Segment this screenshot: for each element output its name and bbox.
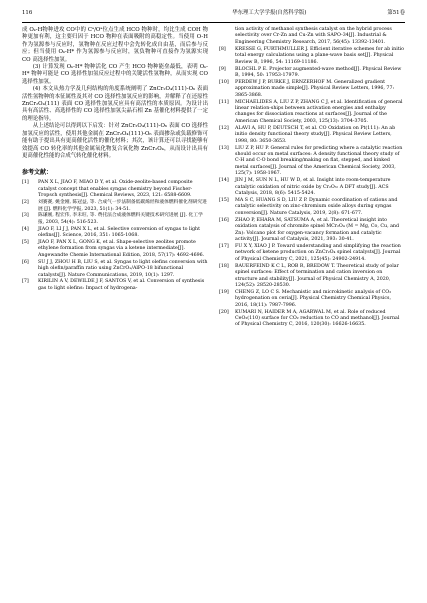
reference-item xyxy=(22,180,208,199)
reference-number: [10] xyxy=(219,79,229,85)
reference-number: [9] xyxy=(219,66,226,72)
reference-item xyxy=(219,47,405,66)
reference-text: 刘赛赛, 姚金刚, 陈冠益, 等. 合成气一步法制备低碳烯烃和液体燃料催化剂研究进展 [J]. 燃料化学学报, 2023, 51(1): 34-51. xyxy=(38,200,207,212)
reference-number: [19] xyxy=(219,289,229,295)
journal-title: 华东理工大学学报(自然科学版) 第51卷 xyxy=(232,10,405,16)
conclusion-paragraph: (4) 本文从热力学及几何结构的角度系统阐明了 ZnCr₂O₄(111)-O₆ 表面活性氢物种的本征属性及其对 CO 选择性加氢反应的影响，并解释了在还原性 ZnCr₂O₄(111) 表面 CO 选择性加氢反应具有高活性的本质原因。为设计出具有高活性、高选择性的 CO 选择性加氢尖晶石相 Zn 基催化材料提供了一定的理论指导。 xyxy=(22,86,208,122)
reference-text: PERDEW J P, BURKE J, ERNZERHOF M. Generalized gradient approximation made simple[J]. Physical Review Letters, 1996, 77: 3865-3868. xyxy=(235,79,395,98)
reference-item xyxy=(22,227,208,240)
reference-number: [3] xyxy=(22,213,29,219)
reference-item xyxy=(219,310,405,329)
reference-number: [12] xyxy=(219,125,229,131)
reference-number: [8] xyxy=(219,46,226,52)
reference-text: 陈谦刚, 程宏伟, 李未旺, 等. 费托法合成液体燃料关键技术研究进展 [J]. 化工学报, 2003, 54(4): 516-523. xyxy=(38,213,203,225)
conclusion-paragraph: 成 Oₖ-H物种进攻 CO中的 Cᵃ/Oᵃ位点生成 HCO 物种时，均比生成 COH 物种更加有利，这主要归因于 HCO 物种在表面吸附的高稳定性。当使用 O-H 作为氢源参与反应时，氢物种在反应过程中会先转化成自由基，而后参与反应；但当使用 Oₖ-H* 作为氢源参与反应时，氢负物种可直接作为氢源实现 CO 高选择性加氢。 xyxy=(22,27,208,63)
reference-text: KUMARI N, HAIDER M A, AGARWAL M, et al. Role of reduced CeO₂(110) surface for CO₂ reduction to CO and methanol[J]. Journal of Physical Chemistry C, 2016, 120(30): 16626-16635. xyxy=(235,309,400,328)
reference-text: ALAVI A, HU P, DEUTSCH T, et al. CO Oxidation on Pt(111): An ab initio density functional theory study[J]. Physical Review Letters, 1998, 80: 3650-3653. xyxy=(235,125,396,144)
page-header xyxy=(22,7,405,19)
reference-item xyxy=(219,218,405,244)
reference-item xyxy=(219,146,405,178)
reference-number: [7] xyxy=(22,279,29,285)
reference-text: FU X Y, XIAO J P. Toward understanding and simplifying the reaction network of ketene production on ZnCr₂O₄ spinel catalysts[J]. Journal of Physical Chemistry C, 2021, 125(45): 24902-24914. xyxy=(235,243,401,262)
reference-item xyxy=(22,200,208,213)
reference-text: SU J J, ZHOU H B, LIU S, et al. Syngas to light olefins conversion with high olefin/paraffin ratio using ZnCrOₓ/AlPO-18 bifunctional catalysts[J]. Nature Communications, 2019, 10(1): 1297. xyxy=(38,259,208,278)
reference-number: [20] xyxy=(219,309,229,315)
reference-item xyxy=(22,260,208,279)
reference-text: JIN J M, SUN N L, HU W D, et al. Insight into room-temperature catalytic oxidation of nitric oxide by Cr₂O₃: A DFT study[J]. ACS Catalysis, 2018, 8(6): 5415-5424. xyxy=(235,178,391,197)
reference-item-continued xyxy=(219,27,405,46)
reference-text: PAN X L, JIAO F, MIAO D Y, et al. Oxide-zeolite-based composite catalyst concept that enables syngas chemistry beyond Fischer-Tropsch synthesis[J]. Chemical Reviews, 2023, 121: 6588-6609. xyxy=(38,180,193,199)
reference-item xyxy=(22,279,208,292)
references-heading: 参考文献： xyxy=(22,169,53,177)
reference-number: [16] xyxy=(219,217,229,223)
reference-item xyxy=(219,198,405,217)
outlook-paragraph: 从上述结论可以得到以下启发：针对 ZnCr₂O₄(111)-O₆ 表面 CO 选择性加氢反应的活性，使用其他金属在 ZnCr₂O₄(111)-O₆ 表面掺杂或负载修饰可能有助于提出具有更高催化活性的催化材料；其次，该计算还可以寻找能够有效提高 CO 转化率的其他金属氧化物复合氧化物 ZnCr₂O₄，从而设计出具有更高催化性能的合成气转化催化材料。 xyxy=(22,123,208,159)
reference-text: JIAO F, PAN X L, GONG K, et al. Shape-selective zeolites promote ethylene formation from syngas via a ketene intermediate[J]. Angewandte Chemie International Edition, 2018, 57(17): 4692-4696. xyxy=(38,239,205,258)
reference-text: MICHAELIDES A, LIU Z P, ZHANG C J, et al. Identification of general linear relation-ships between activation energies and enthalpy changes for dissociation reactions at surfaces[J]. Journal of the American Chemical Society, 2003, 125(13): 3704-3705. xyxy=(235,99,403,124)
reference-text: KIRILIN A V, DEWILDE J F, SANTOS V, et al. Conversion of synthesis gas to light olefins: Impact of hydrogena- xyxy=(38,279,205,291)
reference-text: BAUERFEIND K C L, ROB R, BREDOW T. Theoretical study of polar spinel surfaces: Effect of termination and cation inversion on structure and stability[J]. Journal of Physical Chemistry A, 2020, 124(52): 28520-28530. xyxy=(235,263,399,288)
reference-text: CHENG Z, LO C S. Mechanistic and microkinetic analysis of CO₂ hydrogenation on ceria[J]. Physical Chemistry Chemical Physics, 2016, 18(11): 7987-7996. xyxy=(235,289,392,308)
reference-number: [5] xyxy=(22,239,29,245)
right-column xyxy=(219,27,405,329)
reference-text: tion activity of methanol synthesis catalyst on the hybrid process selectivity over Cr-Zn and Cu-Zn with SAPO-34[J]. Industrial & Engineering Chemistry Research, 2017, 56(45): 13392-13401. xyxy=(235,27,392,45)
reference-text: JIAO F, LI J J, PAN X L, et al. Selective conversion of syngas to light olefins[J]. Science, 2016, 351: 1065-1068. xyxy=(38,226,200,239)
reference-number: [18] xyxy=(219,263,229,269)
reference-text: MA S C, HUANG S D, LIU Z P. Dynamic coordination of cations and catalytic selectivity on zinc-chromium oxide alloys during syngas conversion[J]. Nature Catalysis, 2019, 2(8): 671-677. xyxy=(235,197,398,216)
reference-number: [11] xyxy=(219,99,229,105)
reference-text: LIU Z P, HU P. General rules for predicting where a catalytic reaction should occur on metal surfaces: A density functional theory study of C-H and C-O bond breaking/making on flat, stepped, and kinked metal surfaces[J]. Journal of the American Chemical Society, 2003, 125(7): 1958-1967. xyxy=(235,145,403,177)
reference-number: [6] xyxy=(22,259,29,265)
reference-item xyxy=(219,80,405,99)
reference-text: KRESSE G, FURTHMULLER J. Efficient iterative schemes for ab initio total energy calculations using a plane-wave basis set[J]. Physical Review B, 1996, 54: 11169-11186. xyxy=(235,46,405,65)
reference-item xyxy=(219,178,405,197)
conclusion-paragraph: (3) 计算发现 Oₖ-H* 物种活化 CO 产生 HCO 物种能垒最低，表明 Oₖ-H* 物种可能是 CO 选择性加氢反应过程中的关键活性氢物种，从而实现 CO 选择性加氢。 xyxy=(22,64,208,85)
reference-item xyxy=(219,264,405,290)
reference-number: [13] xyxy=(219,145,229,151)
reference-item xyxy=(219,67,405,80)
reference-number: [17] xyxy=(219,243,229,249)
reference-number: [4] xyxy=(22,226,29,232)
reference-item xyxy=(22,240,208,259)
reference-item xyxy=(219,290,405,309)
reference-number: [1] xyxy=(22,180,29,186)
reference-number: [15] xyxy=(219,197,229,203)
reference-text: ZHAO P, EHARA M, SATSUMA A, et al. Theoretical insight into oxidation catalysis of chromite spinel MCr₂O₄ (M = Mg, Co, Cu, and Zn): Volcano plot for oxygen-vacancy formation and catalytic activity[J]. Journal of Catalysis, 2021, 393: 30-41. xyxy=(235,217,400,243)
reference-item xyxy=(219,126,405,145)
reference-number: [14] xyxy=(219,178,229,184)
reference-number: [2] xyxy=(22,200,29,206)
reference-text: BLOCHL P E. Projector augmented-wave method[J]. Physical Review B, 1994, 50: 17953-17979. xyxy=(235,66,402,78)
header-rule xyxy=(22,22,405,23)
left-column xyxy=(22,27,208,293)
page-number: 116 xyxy=(22,10,33,16)
reference-item xyxy=(219,100,405,126)
reference-item xyxy=(219,244,405,263)
reference-item xyxy=(22,213,208,226)
